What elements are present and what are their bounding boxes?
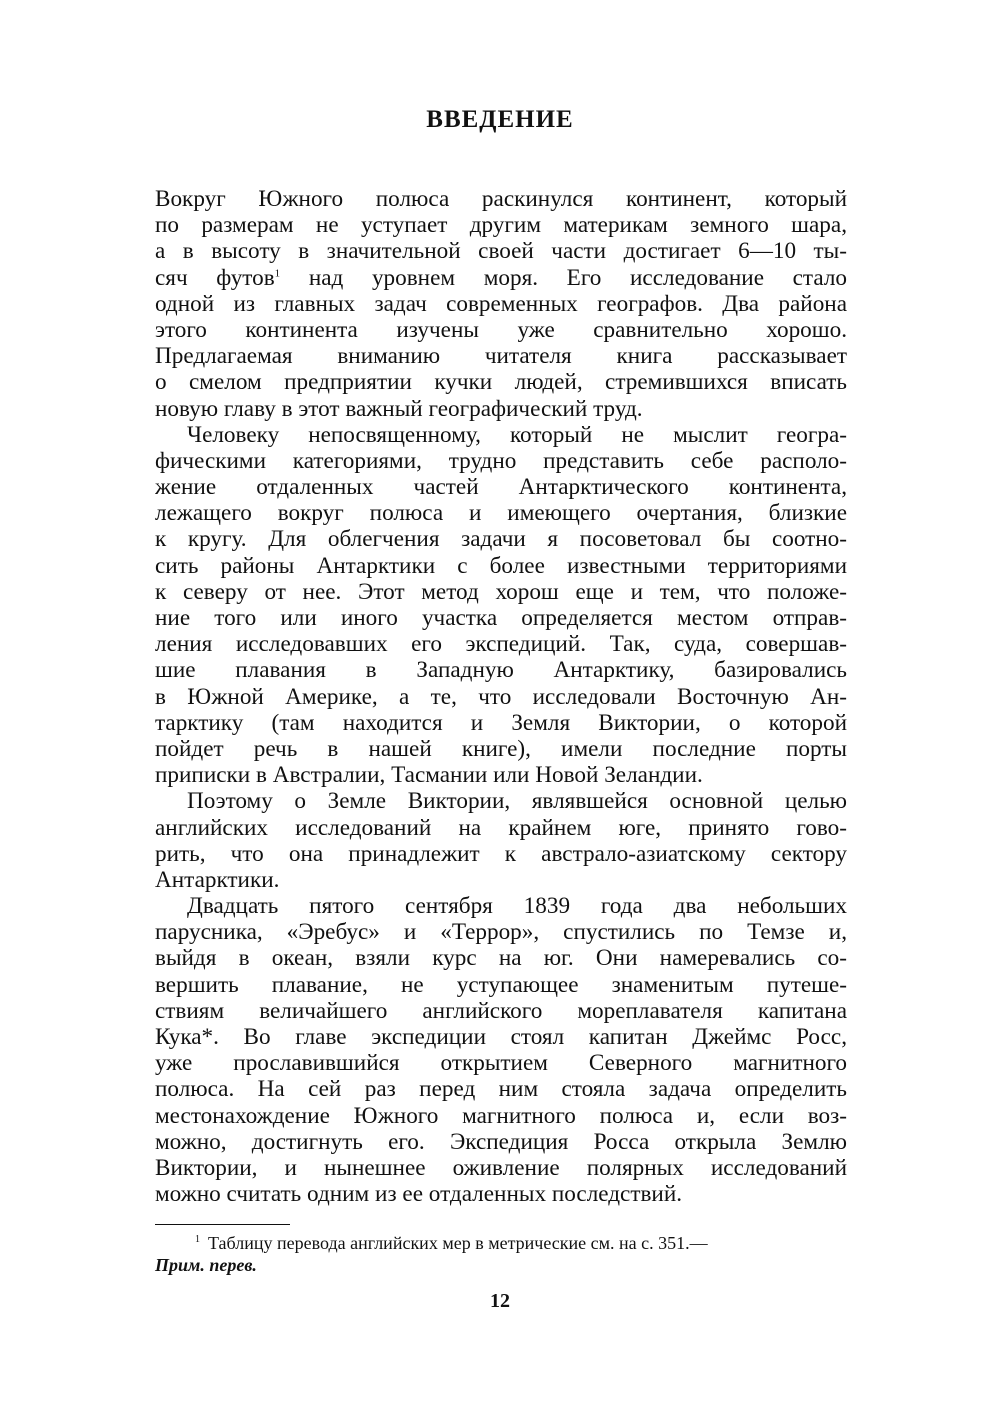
text-line: этого континента изучены уже сравнительно хорошо. [155,316,847,343]
chapter-title: ВВЕДЕНИЕ [426,106,574,133]
text-line: Вокруг Южного полюса раскинулся континент, который [155,186,847,212]
text-line: ления исследовавших его экспедиций. Так, суда, совершав- [155,631,847,658]
text-line: выйдя в океан, взяли курс на юг. Они намеревались со- [155,945,847,972]
text-line: Антарктики. [155,866,280,893]
text-line: можно считать одним из ее отдаленных последствий. [155,1181,683,1208]
text-line: Виктории, и нынешнее оживление полярных исследований [155,1154,847,1181]
text-line: жение отдаленных частей Антарктического континента, [155,474,847,501]
text-line: вершить плавание, не уступающее знаменитым путеше- [155,971,847,998]
footnote-text: Таблицу перевода английских мер в метрические см. на с. 351.— [208,1233,708,1253]
text-line: ствиям величайшего английского мореплавателя капитана [155,997,847,1024]
paragraph [155,422,847,789]
footnote-attribution: Прим. перев. [155,1255,257,1275]
footnote-divider [155,1224,290,1225]
text-line: Человеку непосвященному, который не мыслит геогра- [187,421,847,448]
body-text [155,186,847,1207]
text-line: шие плавания в Западную Антарктику, базировались [155,657,847,684]
footnote-mark: 1 [195,1234,200,1245]
text-line: к кругу. Для облегчения задачи я посоветовал бы соотно- [155,526,847,553]
text-line: в Южной Америке, а те, что исследовали Восточную Ан- [155,683,847,710]
text-line: рить, что она принадлежит к австрало-азиатскому сектору [155,840,847,867]
paragraph [155,186,847,422]
footnote-text-line [155,1232,847,1254]
text-line: Поэтому о Земле Виктории, являвшейся основной целью [187,788,847,815]
text-line: к северу от нее. Этот метод хорош еще и тем, что положе- [155,578,847,605]
text-line: по размерам не уступает другим материкам земного шара, [155,212,847,239]
page-number: 12 [490,1290,510,1312]
text-line: Предлагаемая вниманию читателя книга рассказывает [155,343,847,370]
text-line: а в высоту в значительной своей части достигает 6—10 ты- [155,238,847,265]
paragraph [155,893,847,1207]
text-line: Двадцать пятого сентября 1839 года два небольших [187,893,847,920]
text-segment: над уровнем моря. Его исследование стало [280,264,847,291]
footnote [155,1232,847,1276]
text-line: приписки в Австралии, Тасмании или Новой Зеландии. [155,762,703,789]
text-line: одной из главных задач современных географов. Два района [155,290,847,317]
text-line: новую главу в этот важный географический труд. [155,395,643,422]
text-line: Кука*. Во главе экспедиции стоял капитан Джеймс Росс, [155,1024,847,1050]
text-line: парусника, «Эребус» и «Террор», спустились по Темзе и, [155,919,847,946]
text-line: пойдет речь в нашей книге), имели последние порты [155,735,847,762]
text-line: местонахождение Южного магнитного полюса и, если воз- [155,1102,847,1129]
text-line: ние того или иного участка определяется местом отправ- [155,605,847,631]
text-line: уже прославившийся открытием Северного магнитного [155,1050,847,1077]
text-line: полюса. На сей раз перед ним стояла задача определить [155,1076,847,1103]
text-line: сить районы Антарктики с более известными территориями [155,552,847,579]
footnote-reference[interactable]: 1 [274,266,281,279]
paragraph [155,788,847,893]
text-line: тарктику (там находится и Земля Виктории, о которой [155,709,847,736]
text-line: английских исследований на крайнем юге, принято гово- [155,814,847,841]
text-line: лежащего вокруг полюса и имеющего очертания, близкие [155,500,847,527]
text-line: фическими категориями, трудно представить себе располо- [155,447,847,474]
text-line: о смелом предприятии кучки людей, стремившихся вписать [155,369,847,396]
text-line-with-footnote-ref [155,265,847,291]
text-line: можно, достигнуть его. Экспедиция Росса открыла Землю [155,1128,847,1155]
text-segment: сяч футов [155,264,275,291]
